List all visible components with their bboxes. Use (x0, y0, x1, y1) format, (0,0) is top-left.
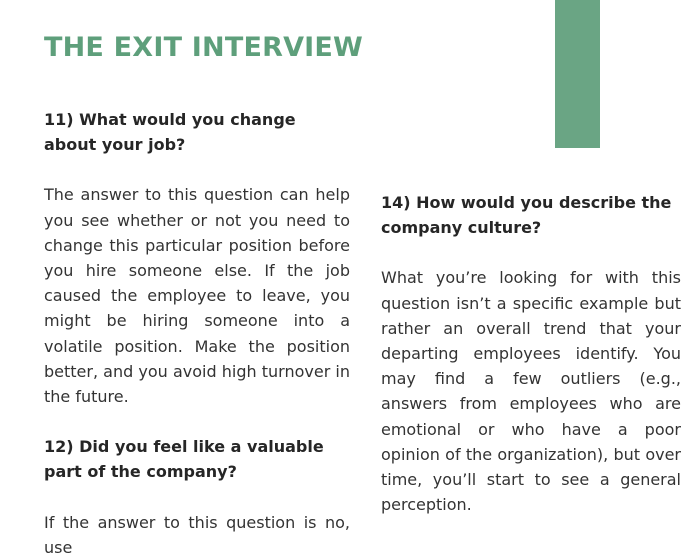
question-11-heading: 11) What would you change about your job? (44, 110, 296, 155)
spacer (44, 485, 350, 510)
right-column (381, 190, 681, 517)
question-14-heading: 14) How would you describe the company culture? (381, 193, 672, 238)
page-title: THE EXIT INTERVIEW (44, 32, 364, 63)
question-12-heading: 12) Did you feel like a valuable part of the company? (44, 437, 324, 482)
question-12-answer: If the answer to this question is no, use (44, 512, 350, 557)
left-column (44, 107, 350, 560)
decorative-accent-bar (555, 0, 600, 148)
spacer (44, 157, 350, 182)
question-14-answer: What you’re looking for with this question isn’t a specific example but rather an overall trend that your departing employees identify. You may find a few outliers (e.g., answers from employees who are emotional or who have a poor opinion of the organization), but over time, you’ll start to see a general perception. (381, 268, 681, 515)
question-11-answer: The answer to this question can help you see whether or not you need to change this particular position before you hire someone else. If the job caused the employee to leave, you might be hiring someone into a volatile position. Make the position better, and you avoid high turnover in the future. (44, 185, 350, 407)
spacer (381, 240, 681, 265)
spacer (44, 409, 350, 434)
